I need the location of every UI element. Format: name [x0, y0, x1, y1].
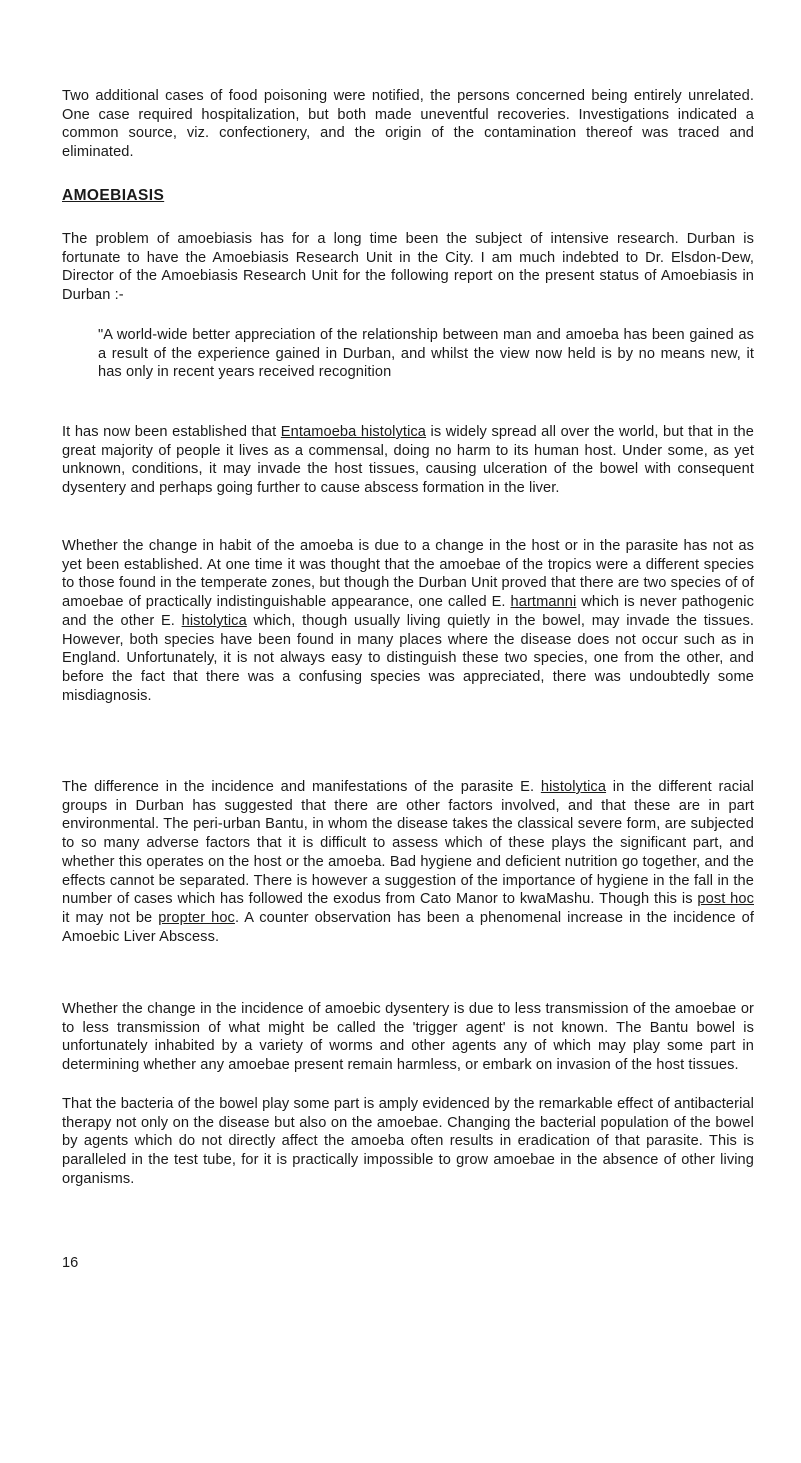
species-name-hartmanni: hartmanni [510, 594, 577, 611]
intro-paragraph: Two additional cases of food poisoning were notified, the persons concerned being entirely unrelated. One case required hospitalization, but both made uneventful recoveries. Investigations indicated a common source, viz. confectionery, and the origin of the contamination thereof was traced and eliminated. [62, 88, 754, 161]
amoebiasis-opening-paragraph: The problem of amoebiasis has for a long time been the subject of intensive research. Durban is fortunate to have the Amoebiasis Research Unit in the City. I am much indebted to Dr. Elsdon-Dew, Director of the Amoebiasis Research Unit for the following report on the present status of Amoebiasis in Durban :- [62, 231, 754, 304]
text-run: . A counter observation has been a phenomenal increase in the incidence of Amoebic Liver Abscess. [62, 909, 754, 945]
latin-phrase-post-hoc: post hoc [697, 891, 754, 908]
habit-change-paragraph [62, 537, 754, 705]
transmission-paragraph: Whether the change in the incidence of amoebic dysentery is due to less transmission of the amoebae or to less transmission of what might be called the 'trigger agent' is not known. The Bantu bowel is unfortunately inhabited by a variety of worms and other agents any of which may play some part in determining whether any amoebae present remain harmless, or embark on invasion of the host tissues. [62, 1001, 754, 1074]
text-run: Whether the change in habit of the amoeba is due to a change in the host or in the parasite has not as yet been established. At one time it was thought that the amoebae of the tropics were a different species to those found in the temperate zones, but though the Durban Unit proved that there are two species of of amoebae of practically indistinguishable appearance, one called E. [62, 538, 754, 611]
quoted-report-opening: "A world-wide better appreciation of the relationship between man and amoeba has been gained as a result of the experience gained in Durban, and whilst the view now held is by no means new, it has only in recent years received recognition [98, 327, 754, 381]
species-name-histolytica: histolytica [181, 612, 247, 629]
racial-incidence-paragraph [62, 778, 754, 946]
text-run: it may not be [62, 909, 159, 926]
bacteria-paragraph: That the bacteria of the bowel play some part is amply evidenced by the remarkable effect of antibacterial therapy not only on the disease but also on the amoebae. Changing the bacterial population of the bowel by agents which do not directly affect the amoeba often results in eradication of that parasite. This is paralleled in the test tube, for it is practically impossible to grow amoebae in the absence of other living organisms. [62, 1096, 754, 1187]
text-run: in the different racial groups in Durban has suggested that there are other factors involved, and that these are in part environmental. The peri-urban Bantu, in whom the disease takes the classical severe form, are subjected to so many adverse factors that it is difficult to assess which of these plays the significant part, and whether this operates on the host or the amoeba. Bad hygiene and deficient nutrition go together, and the effects cannot be separated. There is however a suggestion of the importance of hygiene in the fall in the number of cases which has followed the exodus from Cato Manor to kwaMashu. Though this is [62, 779, 754, 908]
section-heading: AMOEBIASIS [62, 187, 165, 204]
text-run: is widely spread all over the world, but that in the great majority of people it lives as a commensal, doing no harm to its human host. Under some, as yet unknown, conditions, it may invade the host tissues, causing ulceration of the bowel with consequent dysentery and perhaps going further to cause abscess formation in the liver. [62, 424, 754, 497]
histolytica-distribution-paragraph [62, 423, 754, 498]
text-run: which is never pathogenic and the other E. [62, 594, 754, 629]
species-name-histolytica: histolytica [540, 779, 607, 795]
text-run: The difference in the incidence and manifestations of the parasite E. [62, 779, 541, 795]
latin-phrase-propter-hoc: propter hoc [158, 909, 235, 926]
text-run: which, though usually living quietly in the bowel, may invade the tissues. However, both species have been found in many places where the disease does not occur such as in England. Unfortunately, it is not always easy to distinguish these two species, one from the other, and before the fact that there was a confusing species was appreciated, there was undoubtedly some misdiagnosis. [62, 612, 754, 704]
page-number: 16 [62, 1255, 79, 1271]
text-run: It has now been established that [62, 424, 281, 440]
species-name-entamoeba-histolytica: Entamoeba histolytica [280, 424, 427, 440]
